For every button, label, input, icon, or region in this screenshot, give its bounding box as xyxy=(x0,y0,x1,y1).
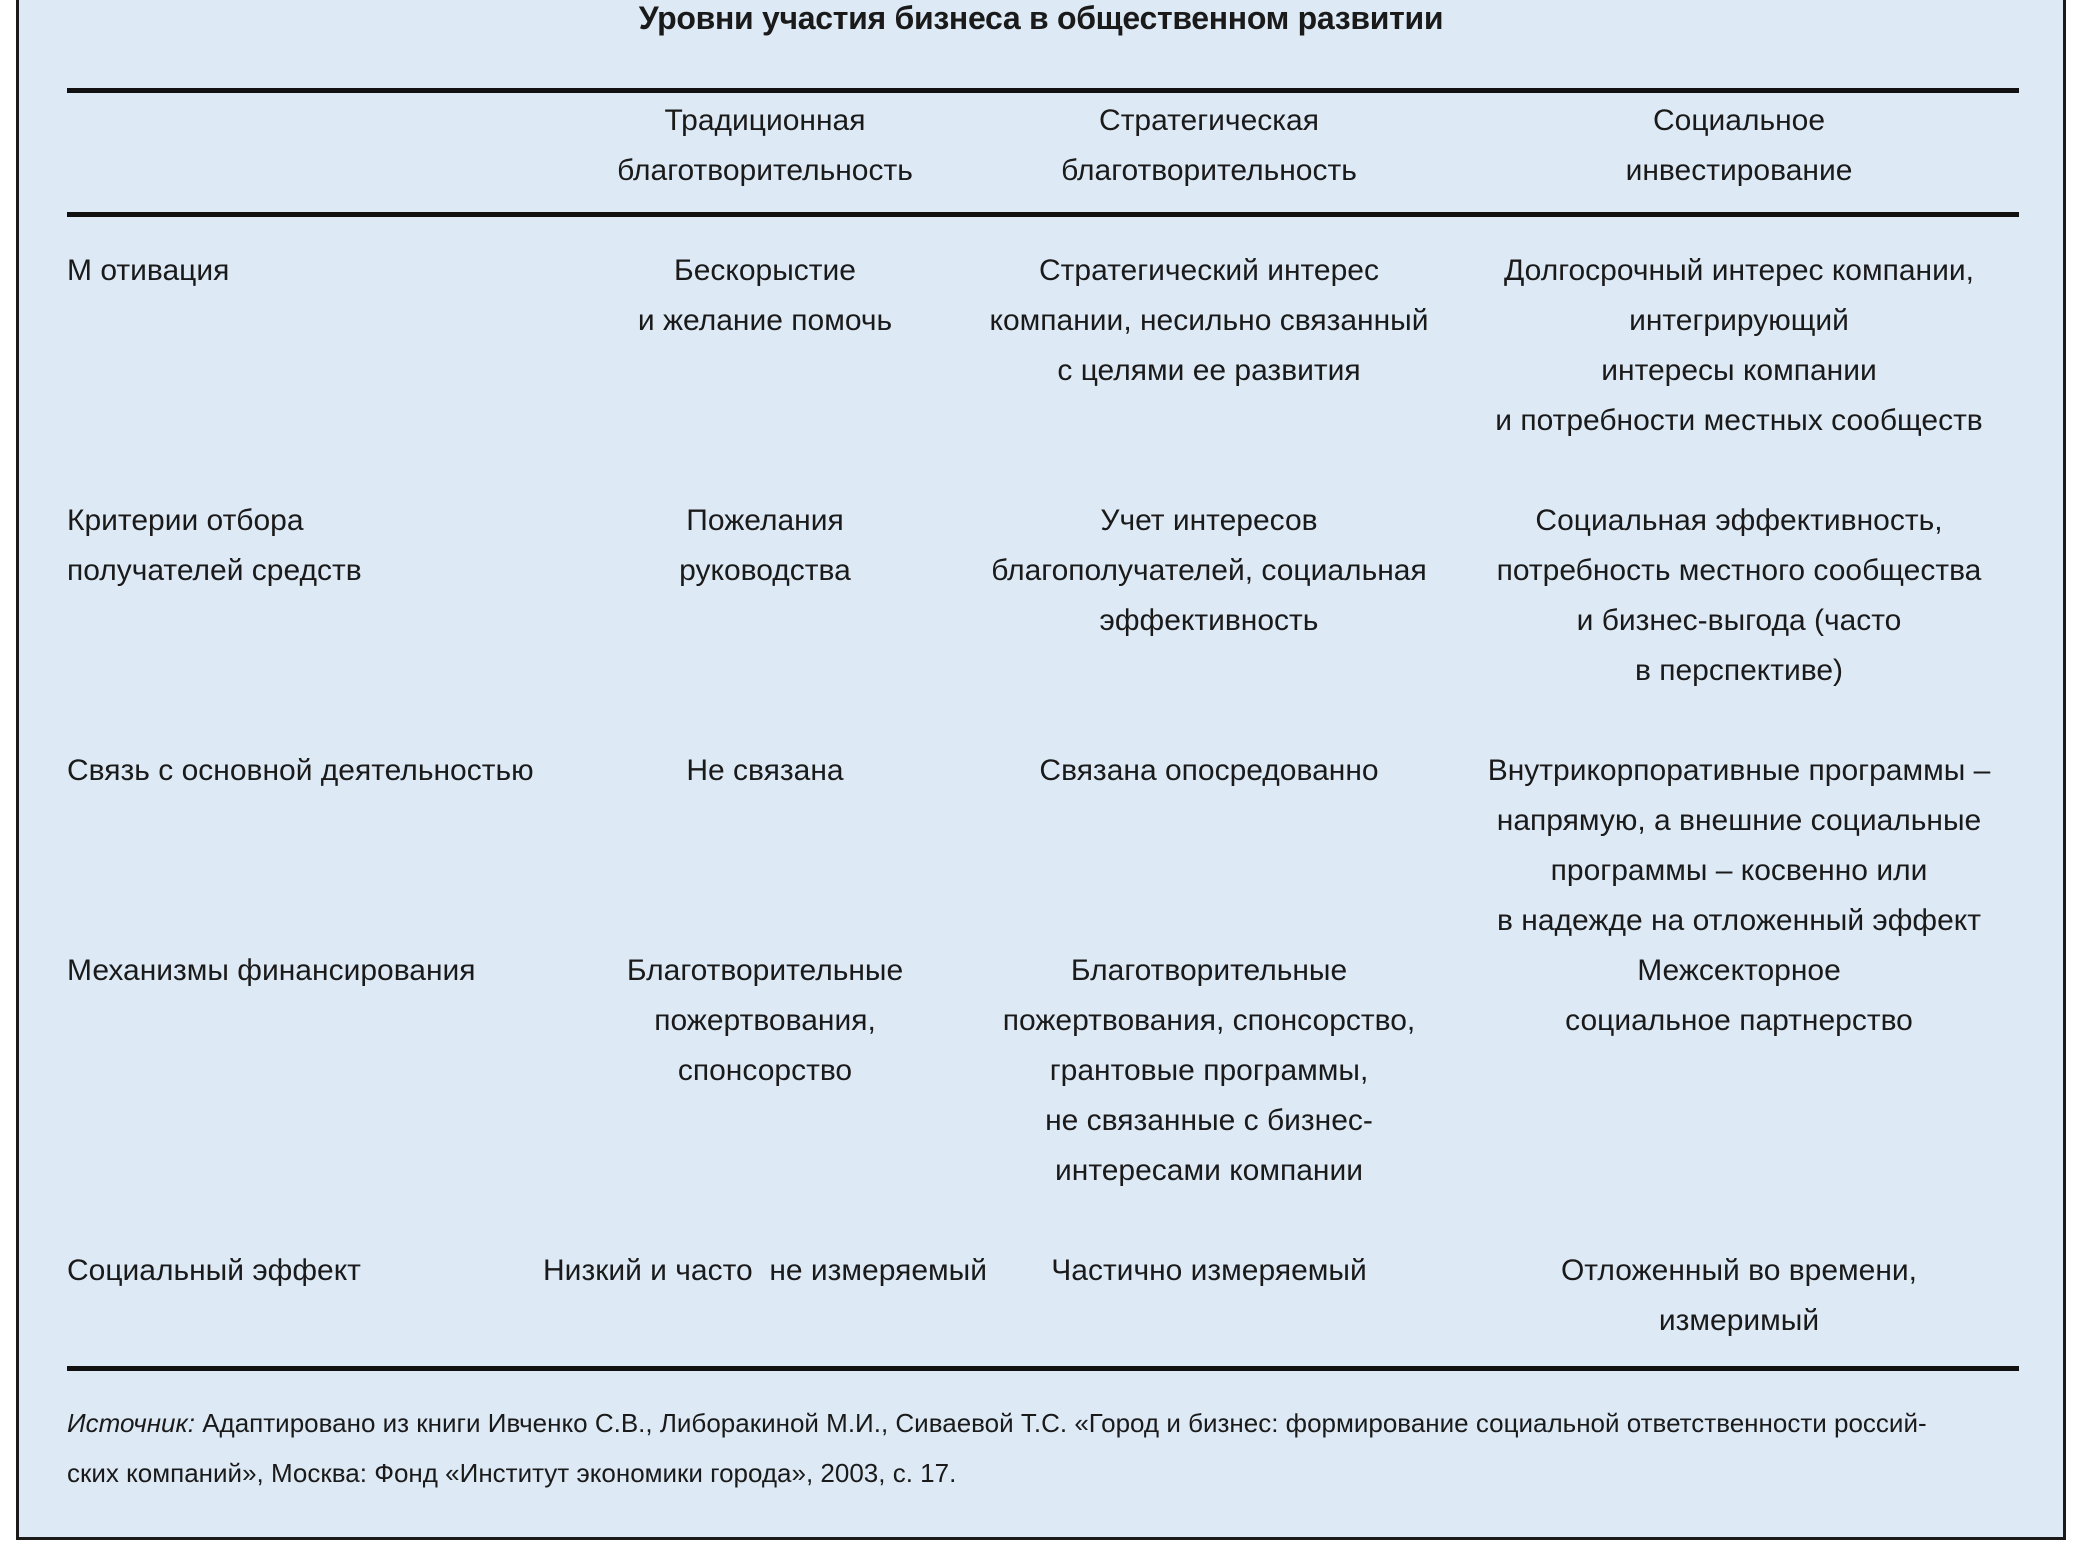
cell-line: компании, несильно связанный xyxy=(989,304,1429,337)
cell-line: в надежде на отложенный эффект xyxy=(1497,904,1981,937)
table-cell xyxy=(505,1246,1025,1296)
table-cell xyxy=(1459,1246,2019,1346)
header-traditional-charity xyxy=(505,96,1025,196)
table-cell xyxy=(1459,746,2019,946)
cell-line: Межсекторное xyxy=(1637,954,1841,987)
table-cell xyxy=(949,1246,1469,1296)
cell-line: Отложенный во времени, xyxy=(1560,1254,1918,1287)
row-label-line: Критерии отбора xyxy=(67,504,304,537)
row-label-line: получателей средств xyxy=(67,554,362,587)
header-line: Традиционная xyxy=(664,104,866,137)
table-cell xyxy=(1459,246,2019,446)
table-cell xyxy=(949,746,1469,796)
header-line: благотворительность xyxy=(1061,154,1357,187)
table-cell xyxy=(949,496,1469,646)
row-label-line: М отивация xyxy=(67,254,230,287)
cell-line: Благотворительные xyxy=(1070,954,1348,987)
cell-line: и бизнес-выгода (часто xyxy=(1576,604,1902,637)
cell-line: и потребности местных сообществ xyxy=(1495,404,1983,437)
table-cell xyxy=(1459,946,2019,1046)
cell-line: Социальная эффективность, xyxy=(1535,504,1943,537)
table-title: Уровни участия бизнеса в общественном развитии xyxy=(638,0,1444,36)
cell-line: Стратегический интерес xyxy=(1039,254,1379,287)
cell-line: Благотворительные xyxy=(626,954,904,987)
top-rule xyxy=(67,88,2019,93)
cell-line: Связана опосредованно xyxy=(1039,754,1379,787)
table-cell xyxy=(949,246,1469,396)
cell-line: пожертвования, спонсорство, xyxy=(1002,1004,1416,1037)
cell-line: Внутрикорпоративные программы – xyxy=(1487,754,1991,787)
cell-line: интегрирующий xyxy=(1629,304,1849,337)
cell-line: интересами компании xyxy=(1055,1154,1363,1187)
bottom-rule xyxy=(67,1366,2019,1371)
cell-line: Учет интересов xyxy=(1100,504,1318,537)
row-label-line: Связь с основной деятельностью xyxy=(67,754,534,787)
cell-line: напрямую, а внешние социальные xyxy=(1496,804,1982,837)
cell-line: Частично измеряемый xyxy=(1051,1254,1367,1287)
cell-line: Долгосрочный интерес компании, xyxy=(1504,254,1974,287)
row-label-selection-criteria xyxy=(67,496,362,596)
header-line: благотворительность xyxy=(617,154,913,187)
row-label-line: Социальный эффект xyxy=(67,1254,361,1287)
header-strategic-charity xyxy=(949,96,1469,196)
cell-line: не связанные с бизнес- xyxy=(1045,1104,1373,1137)
table-cell xyxy=(505,946,1025,1096)
cell-line: измеримый xyxy=(1658,1304,1820,1337)
cell-line: Бескорыстие xyxy=(674,254,856,287)
header-social-investment xyxy=(1459,96,2019,196)
table-cell xyxy=(1459,496,2019,696)
cell-line: в перспективе) xyxy=(1634,654,1844,687)
row-label-funding-mechanisms xyxy=(67,946,476,996)
cell-line: благополучателей, социальная xyxy=(991,554,1427,587)
source-note xyxy=(67,1398,2027,1498)
cell-line: программы – косвенно или xyxy=(1550,854,1928,887)
header-line: Социальное xyxy=(1652,104,1826,137)
cell-line: с целями ее развития xyxy=(1057,354,1361,387)
cell-line: грантовые программы, xyxy=(1049,1054,1369,1087)
cell-line: пожертвования, xyxy=(654,1004,876,1037)
row-label-core-activity-link xyxy=(67,746,534,796)
cell-line: потребность местного сообщества xyxy=(1496,554,1982,587)
cell-line: Не связана xyxy=(686,754,844,787)
cell-line: интересы компании xyxy=(1601,354,1877,387)
source-text-line-1: Адаптировано из книги Ивченко С.В., Либоракиной М.И., Сиваевой Т.С. «Город и бизнес: формирование социальной ответственности россий- xyxy=(194,1408,1927,1438)
table-cell xyxy=(505,496,1025,596)
row-label-line: Механизмы финансирования xyxy=(67,954,476,987)
source-text-line-2: ских компаний», Москва: Фонд «Институт экономики города», 2003, с. 17. xyxy=(67,1458,957,1488)
table-panel xyxy=(16,0,2066,1540)
cell-line: эффективность xyxy=(1099,604,1319,637)
header-rule xyxy=(67,212,2019,217)
row-label-social-effect xyxy=(67,1246,361,1296)
table-cell xyxy=(505,246,1025,346)
cell-line: социальное партнерство xyxy=(1565,1004,1913,1037)
cell-line: руководства xyxy=(679,554,851,587)
header-line: Стратегическая xyxy=(1099,104,1319,137)
cell-line: Низкий и часто не измеряемый xyxy=(543,1254,987,1287)
cell-line: и желание помочь xyxy=(637,304,893,337)
cell-line: Пожелания xyxy=(686,504,844,537)
row-label-motivation xyxy=(67,246,229,296)
table-cell xyxy=(949,946,1469,1196)
header-line: инвестирование xyxy=(1625,154,1853,187)
table-cell xyxy=(505,746,1025,796)
cell-line: спонсорство xyxy=(677,1054,853,1087)
source-label: Источник: xyxy=(67,1408,195,1438)
